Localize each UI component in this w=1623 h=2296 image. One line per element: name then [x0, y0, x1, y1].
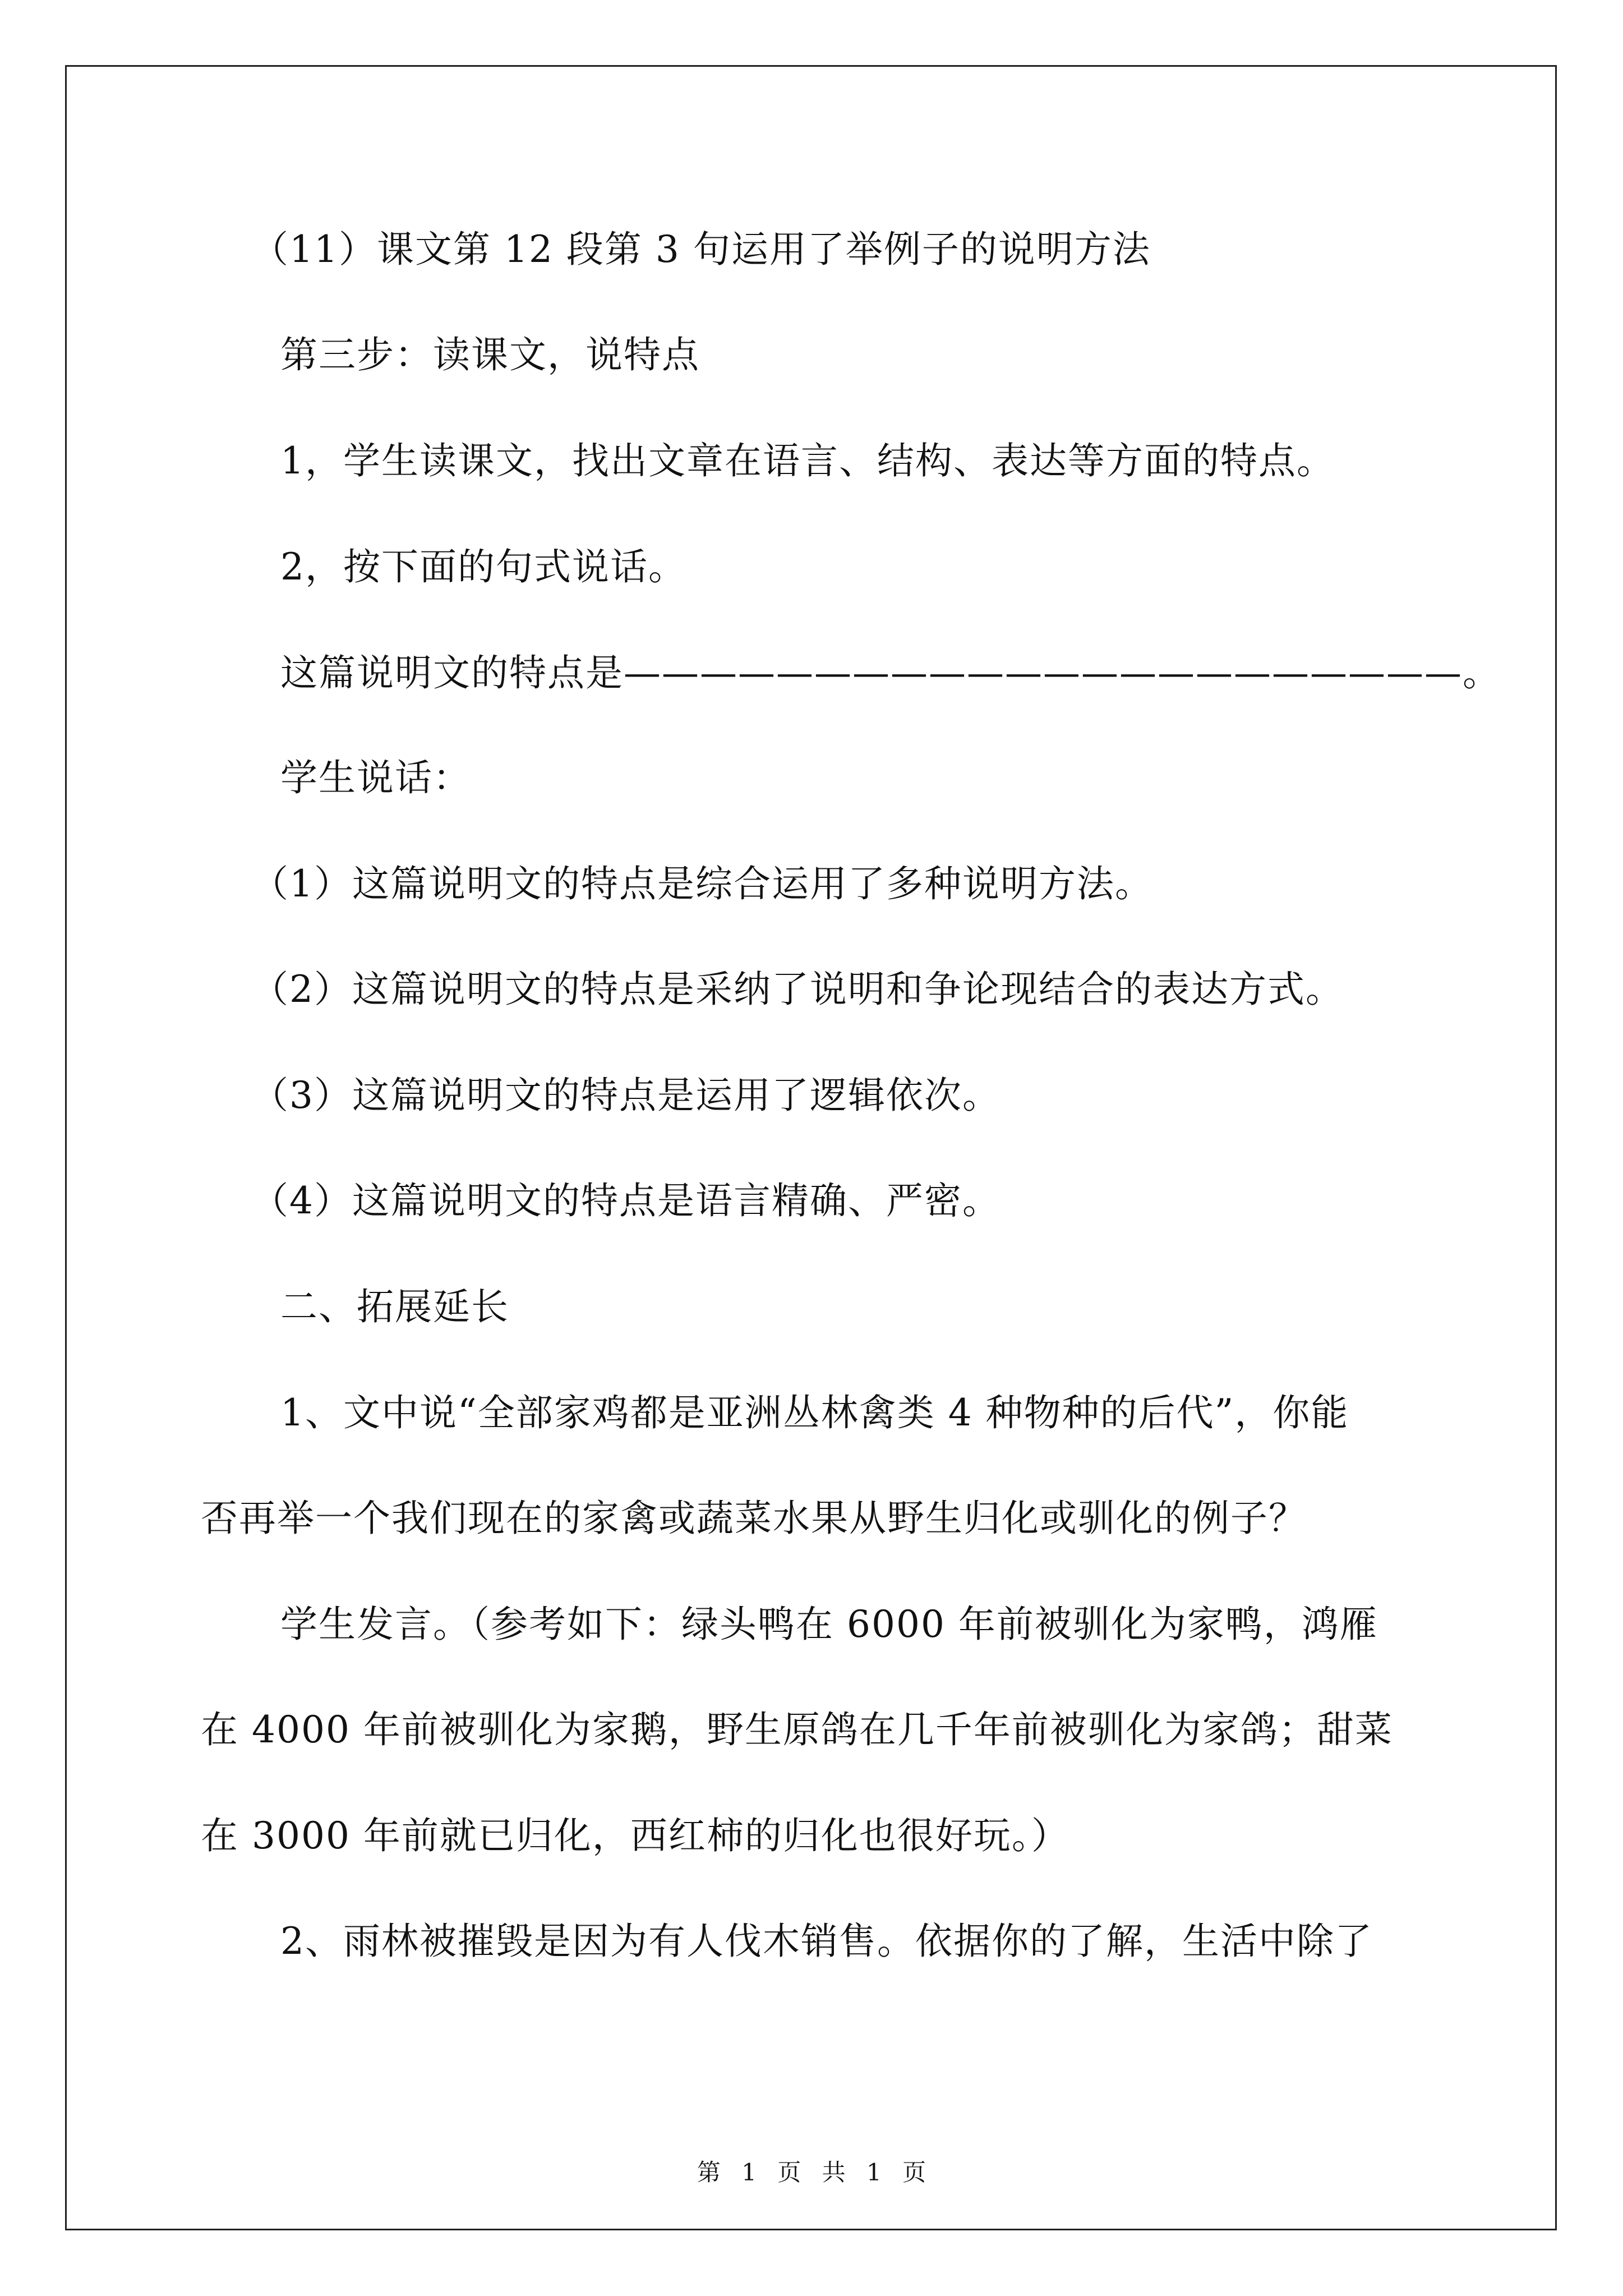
paragraph-line-16: 在 3000 年前就已归化，西红柿的归化也很好玩。）: [201, 1814, 1069, 1857]
paragraph-line-2: 第三步：读课文，说特点: [280, 333, 700, 376]
paragraph-line-6: 学生说话：: [280, 756, 471, 799]
paragraph-line-7: （1）这篇说明文的特点是综合运用了多种说明方法。: [251, 862, 1153, 905]
paragraph-line-4: 2，按下面的句式说话。: [280, 545, 686, 588]
paragraph-line-5: 这篇说明文的特点是——————————————————————。: [280, 651, 1501, 694]
page-border: [65, 65, 1557, 2230]
paragraph-line-8: （2）这篇说明文的特点是采纳了说明和争论现结合的表达方式。: [251, 968, 1344, 1011]
page-footer: 第 1 页 共 1 页: [697, 2159, 926, 2186]
paragraph-line-15: 在 4000 年前被驯化为家鹅，野生原鸽在几千年前被驯化为家鸽；甜菜: [201, 1708, 1393, 1751]
paragraph-line-12: 1、文中说“全部家鸡都是亚洲丛林禽类 4 种物种的后代”，你能: [280, 1391, 1349, 1434]
paragraph-line-3: 1，学生读课文，找出文章在语言、结构、表达等方面的特点。: [280, 439, 1335, 482]
paragraph-line-14: 学生发言。（参考如下：绿头鸭在 6000 年前被驯化为家鸭，鸿雁: [280, 1603, 1378, 1646]
paragraph-line-13: 否再举一个我们现在的家禽或蔬菜水果从野生归化或驯化的例子？: [201, 1497, 1307, 1540]
paragraph-line-17: 2、雨林被摧毁是因为有人伐木销售。依据你的了解，生活中除了: [280, 1920, 1373, 1963]
paragraph-line-9: （3）这篇说明文的特点是运用了逻辑依次。: [251, 1074, 1000, 1117]
paragraph-line-10: （4）这篇说明文的特点是语言精确、严密。: [251, 1179, 1000, 1222]
paragraph-line-1: （11）课文第 12 段第 3 句运用了举例子的说明方法: [251, 228, 1151, 271]
section-heading: 二、拓展延长: [280, 1285, 509, 1328]
